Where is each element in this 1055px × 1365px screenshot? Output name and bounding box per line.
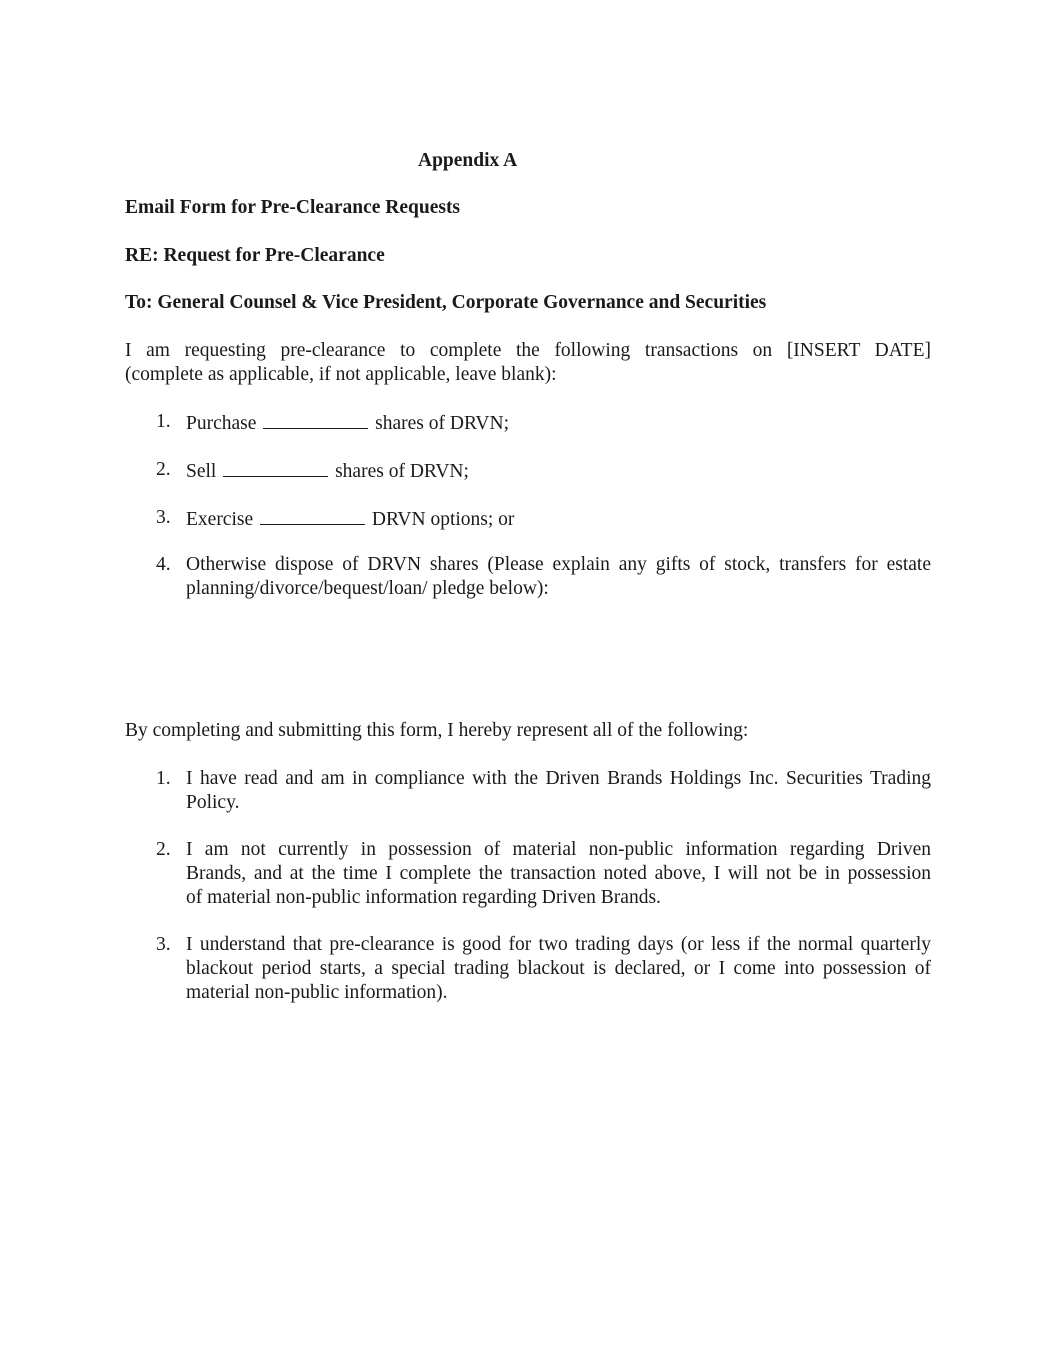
exercise-options-blank[interactable] (260, 506, 365, 525)
dispose-line-2: planning/divorce/bequest/loan/ pledge below): (186, 578, 549, 599)
representation-line: I understand that pre-clearance is good for two trading days (or less if the normal quarterly (186, 934, 931, 955)
transaction-label: Purchase (186, 413, 257, 434)
representation-line: Policy. (186, 792, 240, 813)
intro-line-1: I am requesting pre-clearance to complete the following transactions on [INSERT DATE] (125, 340, 931, 361)
representation-line: blackout period starts, a special trading blackout is declared, or I come into possession of (186, 958, 931, 979)
list-number: 2. (156, 459, 171, 480)
to-line: To: General Counsel & Vice President, Corporate Governance and Securities (125, 292, 767, 313)
intro-paragraph (125, 339, 931, 387)
representation-line: material non-public information). (186, 982, 448, 1003)
appendix-title: Appendix A (418, 150, 518, 171)
transaction-label: Sell (186, 461, 217, 482)
representation-line: I am not currently in possession of material non-public information regarding Driven (186, 839, 931, 860)
representation-line: Brands, and at the time I complete the transaction noted above, I will not be in possession (186, 863, 931, 884)
list-number: 2. (156, 839, 171, 860)
representation-item (125, 838, 931, 910)
transaction-suffix: shares of DRVN; (335, 461, 469, 482)
transaction-item-exercise (125, 506, 931, 532)
intro-line-2: (complete as applicable, if not applicable, leave blank): (125, 364, 557, 385)
transaction-item-purchase (125, 410, 931, 436)
representation-item (125, 933, 931, 1005)
dispose-line-1: Otherwise dispose of DRVN shares (Please explain any gifts of stock, transfers for estate (186, 554, 931, 575)
transaction-item-sell (125, 458, 931, 484)
sell-shares-blank[interactable] (223, 458, 328, 477)
representation-intro: By completing and submitting this form, I hereby represent all of the following: (125, 720, 749, 741)
transaction-label: Exercise (186, 509, 254, 530)
list-number: 1. (156, 768, 171, 789)
list-number: 4. (156, 554, 171, 575)
representation-line: of material non-public information regarding Driven Brands. (186, 887, 661, 908)
representation-line: I have read and am in compliance with the Driven Brands Holdings Inc. Securities Trading (186, 768, 931, 789)
re-line: RE: Request for Pre-Clearance (125, 245, 385, 266)
transaction-suffix: DRVN options; or (371, 509, 515, 530)
representation-item (125, 767, 931, 815)
form-title: Email Form for Pre-Clearance Requests (125, 197, 461, 218)
transaction-item-dispose (125, 553, 931, 601)
transaction-suffix: shares of DRVN; (375, 413, 509, 434)
list-number: 3. (156, 934, 171, 955)
purchase-shares-blank[interactable] (263, 410, 368, 429)
list-number: 3. (156, 507, 171, 528)
list-number: 1. (156, 411, 171, 432)
